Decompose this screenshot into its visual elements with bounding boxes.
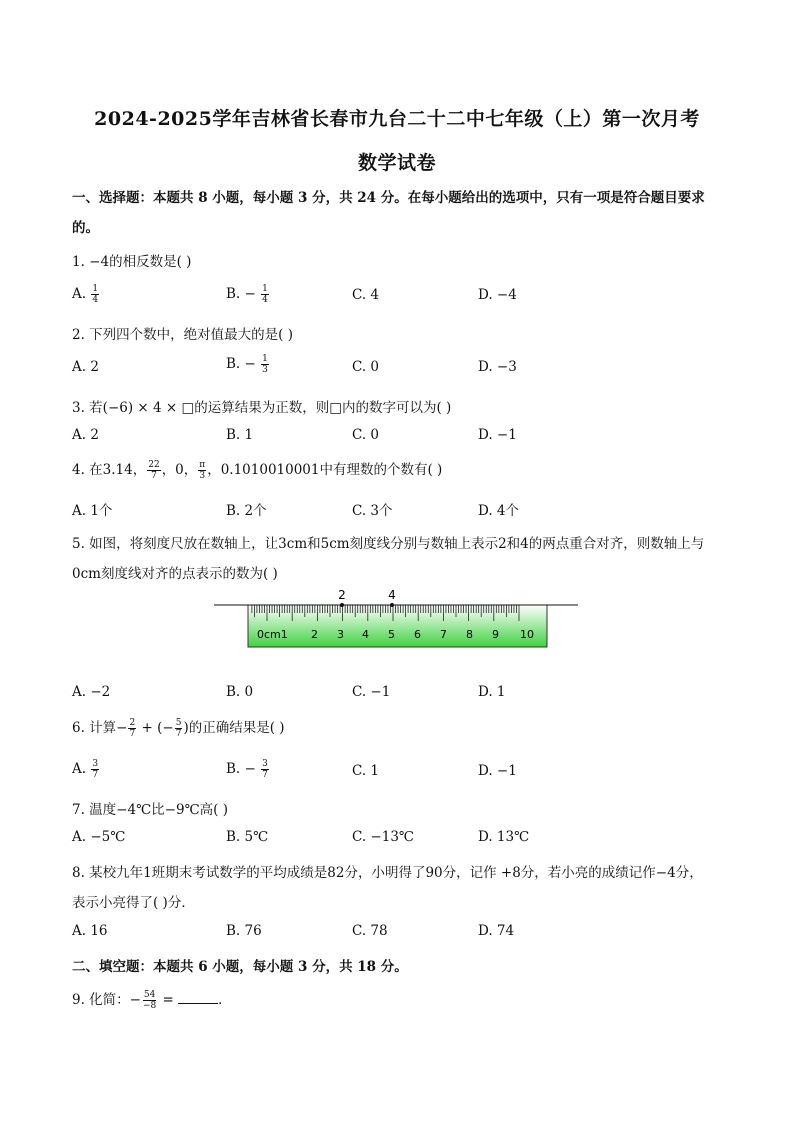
question-5-stem: 5. 如图，将刻度尺放在数轴上，让3cm和5cm刻度线分别与数轴上表示2和4的两点重合对齐，则数轴上与: [72, 536, 705, 552]
q6-option-a-fraction: $\frac{3}{7}$: [92, 759, 99, 780]
question-2-stem: 2. 下列四个数中，绝对值最大的是( ): [72, 327, 293, 343]
q8-option-b: B. 76: [226, 923, 262, 939]
q4-fraction-pi-3: $\frac{\pi}{3}$: [199, 460, 206, 481]
q6-option-d: D. −1: [478, 763, 517, 779]
question-8-stem-cont: 表示小亮得了( )分．: [72, 895, 195, 911]
axis-point-4: [390, 603, 394, 607]
scale-label-10: 10: [520, 628, 534, 641]
section1-header-cont: 的。: [72, 220, 99, 236]
q1-option-c: C. 4: [352, 287, 380, 303]
exam-title-line2: 数学试卷: [357, 152, 436, 174]
question-5-stem-cont: 0cm刻度线对齐的点表示的数为( ): [72, 566, 278, 582]
q3-option-c: C. 0: [352, 427, 380, 443]
q5-option-a: A. −2: [72, 684, 111, 700]
scale-label-7: 7: [440, 628, 447, 641]
question-6-stem: 6. 计算− $\frac{2}{7}$ + (− $\frac{5}{7}$ )的正确结果是( ): [72, 718, 285, 739]
q4-fraction-22-7: $\frac{22}{7}$: [148, 460, 160, 481]
q6-fraction-5-7: $\frac{5}{7}$: [175, 718, 182, 739]
exam-title-line1: 2024-2025学年吉林省长春市九台二十二中七年级（上）第一次月考: [94, 108, 700, 130]
axis-label-4: 4: [388, 588, 396, 602]
q1-option-a-fraction: $\frac{1}{4}$: [92, 284, 99, 305]
q7-option-a: A. −5℃: [72, 829, 126, 845]
q7-option-b: B. 5℃: [226, 829, 269, 845]
q6-option-b-fraction: $\frac{3}{7}$: [262, 759, 268, 780]
q3-option-b: B. 1: [226, 427, 254, 443]
q4-option-a: A. 1个: [72, 503, 113, 519]
question-4-stem: 4. 在3.14， $\frac{22}{7}$ ，0， $\frac{\pi}{3}$ ，0.1010010001中有理数的个数有( ): [72, 460, 443, 481]
q7-option-c: C. −13℃: [352, 829, 415, 845]
scale-label-0cm1: 0cm1: [257, 628, 288, 641]
q2-option-d: D. −3: [478, 359, 517, 375]
scale-label-3: 3: [337, 628, 344, 641]
q7-option-d: D. 13℃: [478, 829, 530, 845]
q5-option-d: D. 1: [478, 684, 506, 700]
q1-option-b-fraction: $\frac{1}{4}$: [262, 284, 268, 305]
q9-fraction-54-neg8: $\frac{54}{-8}$: [142, 990, 157, 1011]
q8-option-c: C. 78: [352, 923, 388, 939]
question-3-stem: 3. 若(−6) × 4 × □的运算结果为正数，则□内的数字可以为( ): [72, 400, 452, 416]
q2-option-b-fraction: $\frac{1}{3}$: [262, 354, 268, 375]
q5-option-b: B. 0: [226, 684, 254, 700]
q6-option-b: B. − $\frac{3}{7}$: [226, 759, 268, 780]
scale-label-9: 9: [492, 628, 499, 641]
q4-option-d: D. 4个: [478, 503, 520, 519]
q9-answer-blank: [178, 991, 218, 1004]
q8-option-a: A. 16: [72, 923, 108, 939]
question-9-stem: 9. 化简：− $\frac{54}{-8}$ = ．: [72, 990, 232, 1011]
ruler-body: [248, 605, 547, 647]
axis-label-2: 2: [338, 588, 346, 602]
question-7-stem: 7. 温度−4℃比−9℃高( ): [72, 802, 229, 818]
axis-point-2: [340, 603, 344, 607]
q8-option-d: D. 74: [478, 923, 515, 939]
scale-label-6: 6: [414, 628, 421, 641]
scale-label-4: 4: [362, 628, 369, 641]
q1-option-d: D. −4: [478, 287, 517, 303]
q1-option-a: A. $\frac{1}{4}$: [72, 284, 99, 305]
q3-option-d: D. −1: [478, 427, 517, 443]
q1-option-b: B. − $\frac{1}{4}$: [226, 284, 268, 305]
q2-option-c: C. 0: [352, 359, 380, 375]
q4-option-b: B. 2个: [226, 503, 267, 519]
question-1-stem: 1. −4的相反数是( ): [72, 254, 192, 270]
scale-label-5: 5: [388, 628, 395, 641]
q6-option-c: C. 1: [352, 763, 380, 779]
q2-option-a: A. 2: [72, 359, 99, 375]
q4-option-c: C. 3个: [352, 503, 393, 519]
section1-header: 一、选择题：本题共 8 小题，每小题 3 分，共 24 分。在每小题给出的选项中，只有一项是符合题目要求: [72, 190, 705, 206]
q6-fraction-2-7: $\frac{2}{7}$: [129, 718, 136, 739]
q2-option-b: B. − $\frac{1}{3}$: [226, 354, 268, 375]
scale-label-8: 8: [466, 628, 473, 641]
question-8-stem: 8. 某校九年1班期末考试数学的平均成绩是82分，小明得了90分，记作 +8分，若小亮的成绩记作−4分，: [72, 865, 703, 881]
q6-option-a: A. $\frac{3}{7}$: [72, 759, 99, 780]
q3-option-a: A. 2: [72, 427, 99, 443]
section2-header: 二、填空题：本题共 6 小题，每小题 3 分，共 18 分。: [72, 959, 408, 975]
ruler-figure: [210, 584, 582, 654]
q5-option-c: C. −1: [352, 684, 391, 700]
scale-label-2: 2: [311, 628, 318, 641]
